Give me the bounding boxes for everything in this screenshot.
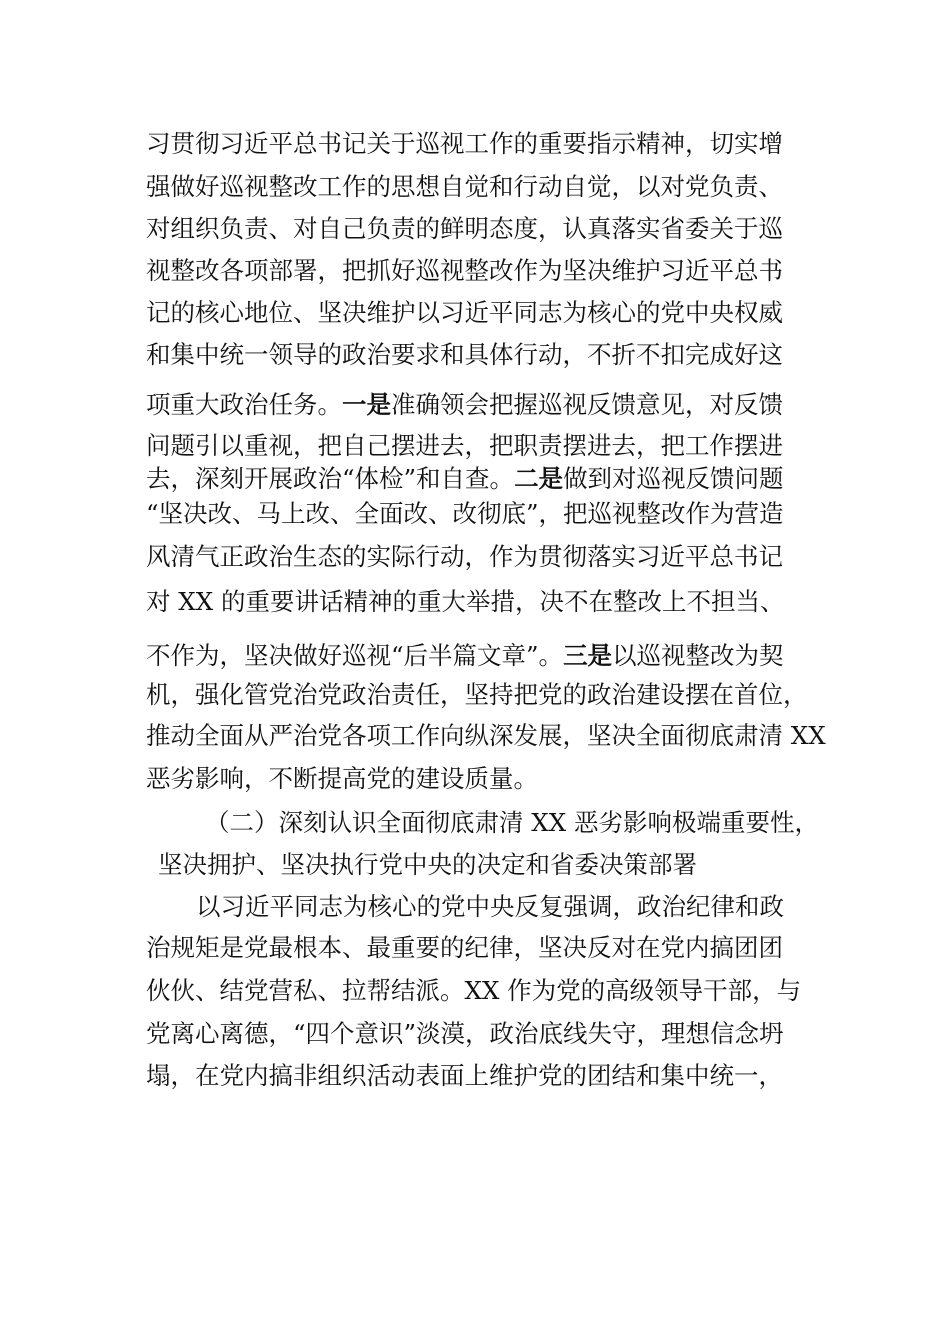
bold-marker-third: 三是 xyxy=(563,641,613,670)
bold-marker-first: 一是 xyxy=(342,390,391,419)
body-text-line: 党离心离德，“四个意识”淡漠，政治底线失守，理想信念坍 xyxy=(146,1019,784,1048)
body-text-line: 伙伙、结党营私、拉帮结派。XX 作为党的高级领导干部，与 xyxy=(146,976,802,1005)
text-run: 去，深刻开展政治“体检”和自查。 xyxy=(146,464,515,493)
section-heading-line: 坚决拥护、坚决执行党中央的决定和省委决策部署 xyxy=(158,850,697,879)
body-text-line: 问题引以重视，把自己摆进去，把职责摆进去，把工作摆进 xyxy=(146,431,783,460)
body-text-line: 机，强化管党治党政治责任，坚持把党的政治建设摆在首位， xyxy=(146,680,808,709)
body-text-line: 推动全面从严治党各项工作向纵深发展，坚决全面彻底肃清 XX xyxy=(146,721,826,750)
body-text-line: 恶劣影响，不断提高党的建设质量。 xyxy=(146,764,538,793)
text-run: 不作为，坚决做好巡视“后半篇文章”。 xyxy=(146,641,564,670)
bold-marker-second: 二是 xyxy=(514,464,564,493)
text-run: 项重大政治任务。 xyxy=(146,390,342,419)
body-text-line: 强做好巡视整改工作的思想自觉和行动自觉，以对党负责、 xyxy=(146,172,783,201)
body-text-line: 塌，在党内搞非组织活动表面上维护党的团结和集中统一， xyxy=(146,1061,783,1090)
body-text-line: 对组织负责、对自己负责的鲜明态度，认真落实省委关于巡 xyxy=(146,214,783,243)
body-text-line: 习贯彻习近平总书记关于巡视工作的重要指示精神，切实增 xyxy=(146,129,783,158)
text-run: 准确领会把握巡视反馈意见，对反馈 xyxy=(391,390,783,419)
body-text-line xyxy=(146,385,783,425)
body-text-line: 风清气正政治生态的实际行动，作为贯彻落实习近平总书记 xyxy=(146,542,783,571)
body-text-line: 治规矩是党最根本、最重要的纪律，坚决反对在党内搞团团 xyxy=(146,933,783,962)
paragraph-first-line: 以习近平同志为核心的党中央反复强调，政治纪律和政 xyxy=(196,892,784,921)
body-text-line: “坚决改、马上改、全面改、改彻底”，把巡视整改作为营造 xyxy=(146,499,784,528)
body-text-line: 和集中统一领导的政治要求和具体行动，不折不扣完成好这 xyxy=(146,340,783,369)
text-run: 做到对巡视反馈问题 xyxy=(563,464,784,493)
section-heading-line: （二）深刻认识全面彻底肃清 XX 恶劣影响极端重要性， xyxy=(205,808,819,837)
body-text-line: 对 XX 的重要讲话精神的重大举措，决不在整改上不担当、 xyxy=(146,587,785,616)
body-text-line xyxy=(146,636,784,676)
body-text-line: 记的核心地位、坚决维护以习近平同志为核心的党中央权威 xyxy=(146,298,783,327)
text-run: 以巡视整改为契 xyxy=(612,641,784,670)
body-text-line xyxy=(146,459,784,499)
body-text-line: 视整改各项部署，把抓好巡视整改作为坚决维护习近平总书 xyxy=(146,256,783,285)
